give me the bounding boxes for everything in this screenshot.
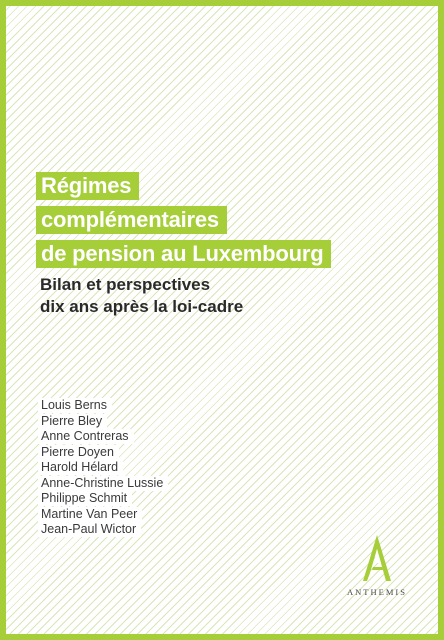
title-line-3: de pension au Luxembourg (36, 240, 331, 268)
anthemis-a-logo-icon (360, 533, 394, 583)
author-name: Philippe Schmit (38, 491, 132, 506)
book-title (36, 172, 331, 274)
author-name: Anne-Christine Lussie (38, 476, 168, 491)
author-name: Harold Hélard (38, 460, 123, 475)
publisher-name: ANTHEMIS (347, 587, 407, 597)
author-name: Martine Van Peer (38, 507, 142, 522)
subtitle-line-1: Bilan et perspectives (40, 275, 211, 294)
author-name: Pierre Bley (38, 414, 107, 429)
publisher-logo (347, 533, 407, 597)
author-name: Jean-Paul Wictor (38, 522, 141, 537)
subtitle-line-2: dix ans après la loi-cadre (40, 297, 244, 316)
title-line-1: Régimes (36, 172, 139, 200)
author-name: Anne Contreras (38, 429, 134, 444)
author-list (38, 398, 168, 538)
author-name: Pierre Doyen (38, 445, 119, 460)
book-subtitle (40, 274, 243, 318)
author-name: Louis Berns (38, 398, 112, 413)
title-line-2: complémentaires (36, 206, 227, 234)
